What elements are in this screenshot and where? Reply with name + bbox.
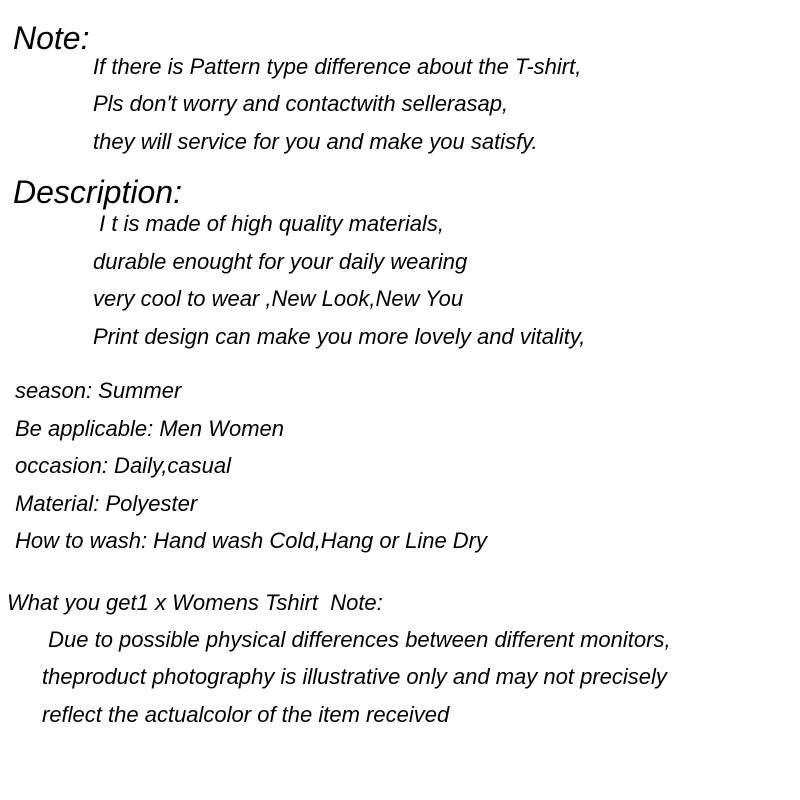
description-heading: Description: <box>13 174 182 210</box>
package-note-line: theproduct photography is illustrative only and may not precisely <box>42 664 667 689</box>
note-line: Pls don't worry and contactwith sellerasap, <box>93 91 509 116</box>
spec-applicable: Be applicable: Men Women <box>15 416 285 441</box>
package-lead: What you get1 x Womens Tshirt Note: <box>7 590 383 615</box>
spec-season: season: Summer <box>15 378 182 403</box>
package-note-line: Due to possible physical differences between different monitors, <box>42 627 671 652</box>
description-line: I t is made of high quality materials, <box>93 211 444 236</box>
spec-occasion: occasion: Daily,casual <box>15 453 232 478</box>
note-heading: Note: <box>13 20 90 56</box>
spec-material: Material: Polyester <box>15 491 198 516</box>
note-line: If there is Pattern type difference about the T-shirt, <box>93 54 582 79</box>
note-line: they will service for you and make you satisfy. <box>93 129 538 154</box>
description-line: durable enought for your daily wearing <box>93 249 468 274</box>
package-note-line: reflect the actualcolor of the item received <box>42 702 450 727</box>
spec-wash: How to wash: Hand wash Cold,Hang or Line Dry <box>15 528 488 553</box>
description-line: very cool to wear ,New Look,New You <box>93 286 464 311</box>
description-line: Print design can make you more lovely and vitality, <box>93 324 586 349</box>
